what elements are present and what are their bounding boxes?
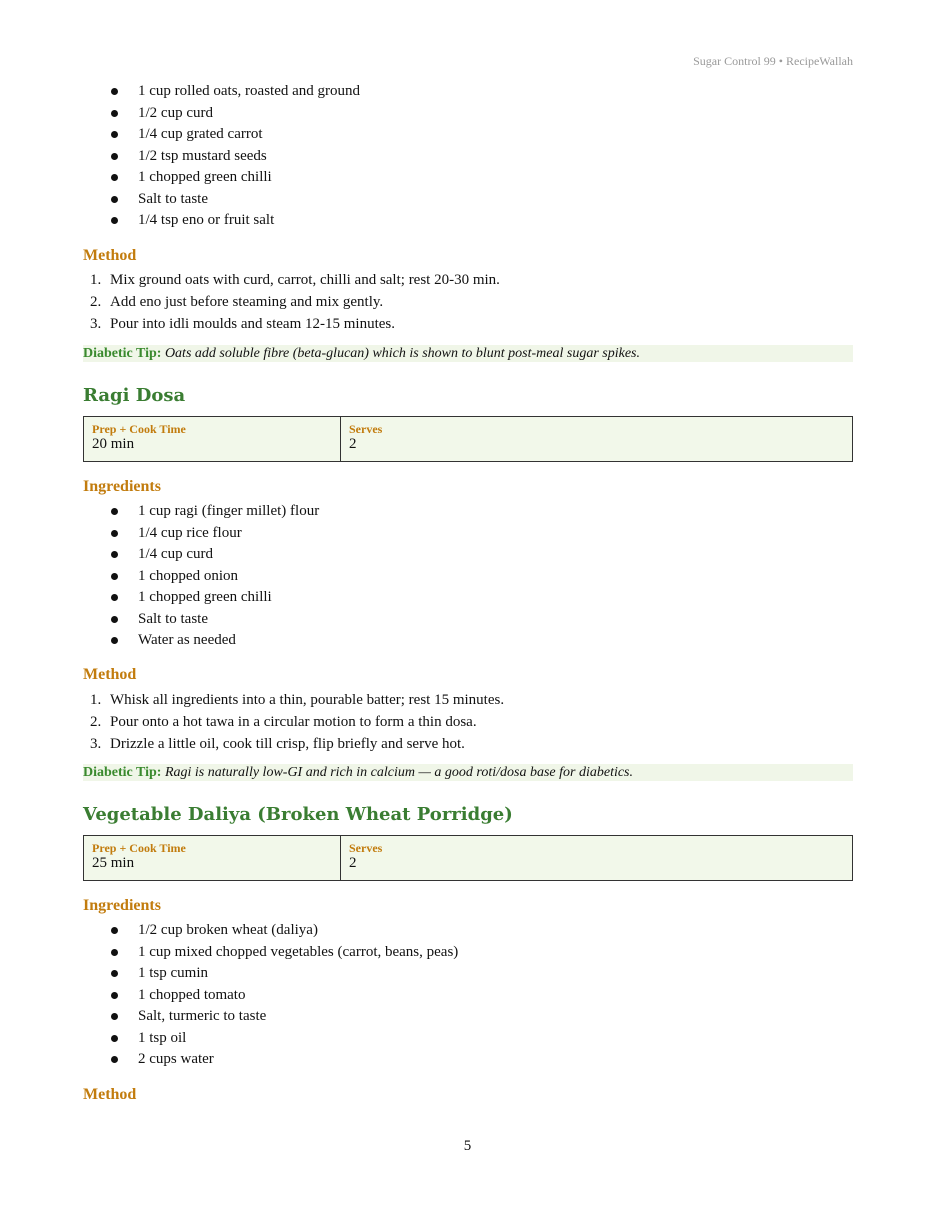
ingredients-list	[83, 501, 853, 652]
list-item: 1 cup rolled oats, roasted and ground	[83, 81, 853, 103]
ingredients-heading: Ingredients	[83, 478, 161, 495]
tip-label: Diabetic Tip:	[83, 346, 162, 361]
list-item: 1 tsp oil	[83, 1028, 853, 1050]
recipe-meta-table	[83, 416, 853, 462]
running-header: Sugar Control 99 • RecipeWallah	[693, 54, 853, 68]
method-heading: Method	[83, 666, 137, 683]
list-item: 2 cups water	[83, 1049, 853, 1071]
method-heading: Method	[83, 1086, 137, 1103]
tip-text: Ragi is naturally low-GI and rich in calcium — a good roti/dosa base for diabetics.	[164, 765, 634, 780]
serves-label: Serves	[349, 841, 383, 855]
list-item: 1 chopped onion	[83, 566, 853, 588]
prep-time-value: 25 min	[92, 855, 135, 871]
method-step: 3. Pour into idli moulds and steam 12-15 minutes.	[90, 316, 395, 332]
list-item: 1/4 tsp eno or fruit salt	[83, 210, 853, 232]
recipe-title: Ragi Dosa	[83, 385, 186, 406]
ingredients-list	[83, 920, 853, 1071]
method-step: 2. Add eno just before steaming and mix gently.	[90, 294, 384, 310]
list-item: Water as needed	[83, 630, 853, 652]
list-item: 1 tsp cumin	[83, 963, 853, 985]
method-step: 2. Pour onto a hot tawa in a circular motion to form a thin dosa.	[90, 714, 477, 730]
list-item: 1 chopped tomato	[83, 985, 853, 1007]
diabetic-tip	[83, 345, 853, 362]
list-item: 1 chopped green chilli	[83, 167, 853, 189]
list-item: 1 cup mixed chopped vegetables (carrot, beans, peas)	[83, 942, 853, 964]
method-list	[83, 689, 853, 755]
serves-cell	[341, 836, 853, 881]
list-item: 1/4 cup grated carrot	[83, 124, 853, 146]
serves-cell	[341, 417, 853, 462]
prep-time-label: Prep + Cook Time	[92, 841, 186, 855]
list-item: 1/4 cup curd	[83, 544, 853, 566]
continued-ingredients-list	[83, 81, 853, 232]
serves-value: 2	[349, 855, 357, 871]
method-step: 1. Whisk all ingredients into a thin, pourable batter; rest 15 minutes.	[90, 692, 505, 708]
list-item: 1/2 tsp mustard seeds	[83, 146, 853, 168]
list-item: Salt to taste	[83, 189, 853, 211]
prep-time-value: 20 min	[92, 436, 135, 452]
list-item: 1/2 cup curd	[83, 103, 853, 125]
ingredients-heading: Ingredients	[83, 897, 161, 914]
serves-label: Serves	[349, 422, 383, 436]
prep-time-cell	[84, 417, 341, 462]
recipe-meta-table	[83, 835, 853, 881]
method-step: 3. Drizzle a little oil, cook till crisp, flip briefly and serve hot.	[90, 736, 465, 752]
continued-method-list	[83, 269, 853, 335]
method-step: 1. Mix ground oats with curd, carrot, chilli and salt; rest 20-30 min.	[90, 272, 500, 288]
method-heading: Method	[83, 247, 137, 264]
list-item: Salt to taste	[83, 609, 853, 631]
list-item: Salt, turmeric to taste	[83, 1006, 853, 1028]
list-item: 1 cup ragi (finger millet) flour	[83, 501, 853, 523]
page-number: 5	[463, 1138, 472, 1154]
serves-value: 2	[349, 436, 357, 452]
list-item: 1/2 cup broken wheat (daliya)	[83, 920, 853, 942]
list-item: 1/4 cup rice flour	[83, 523, 853, 545]
tip-text: Oats add soluble fibre (beta-glucan) which is shown to blunt post-meal sugar spikes.	[164, 346, 641, 361]
prep-time-cell	[84, 836, 341, 881]
list-item: 1 chopped green chilli	[83, 587, 853, 609]
diabetic-tip	[83, 764, 853, 781]
prep-time-label: Prep + Cook Time	[92, 422, 186, 436]
tip-label: Diabetic Tip:	[83, 765, 162, 780]
recipe-title: Vegetable Daliya (Broken Wheat Porridge)	[83, 804, 513, 825]
